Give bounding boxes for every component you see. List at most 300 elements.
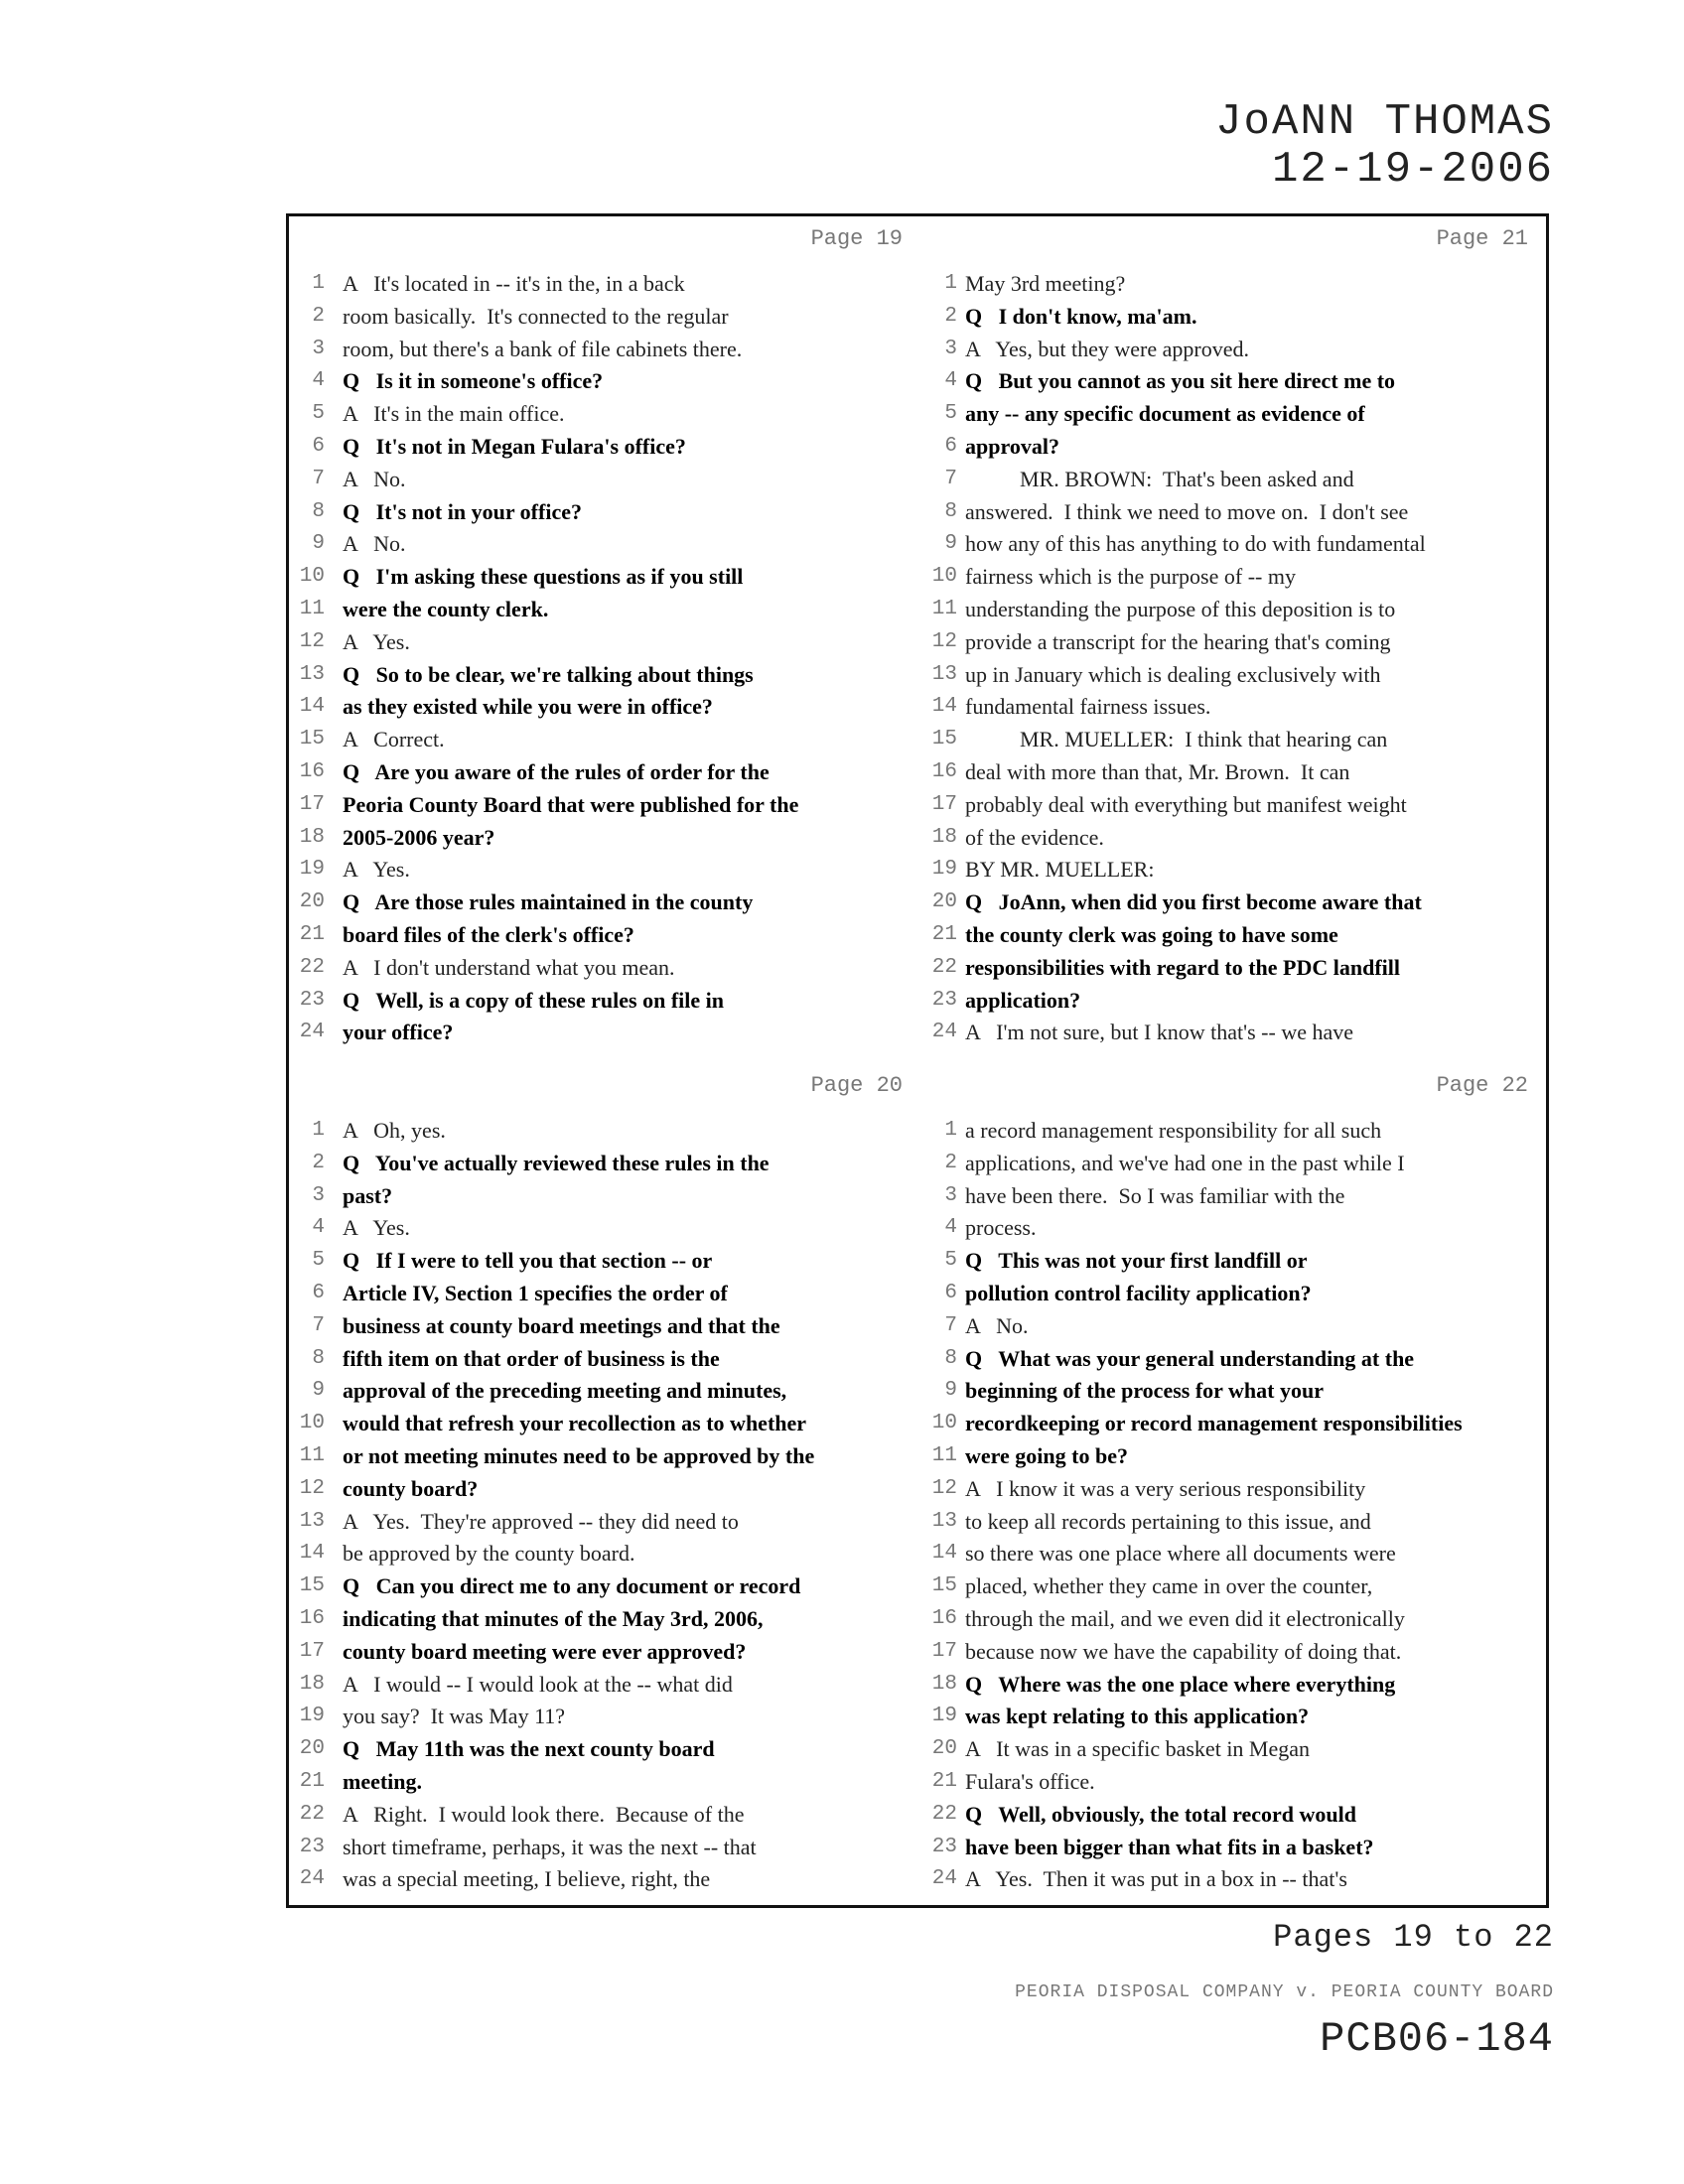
line-text: fundamental fairness issues. [965, 694, 1211, 720]
question-text: would that refresh your recollection as to whether [343, 1411, 807, 1436]
line-number: 2 [312, 304, 325, 328]
line-number: 6 [944, 434, 957, 458]
line-text: of the evidence. [965, 824, 1104, 850]
line-number: 2 [944, 304, 957, 328]
line-text: short timeframe, perhaps, it was the next -- that [343, 1834, 757, 1859]
transcript-line [289, 1343, 920, 1376]
transcript-line [289, 334, 920, 366]
transcript-line [921, 854, 1546, 887]
question-text: Q Is it in someone's office? [343, 368, 604, 394]
line-number: 13 [299, 662, 325, 686]
line-number: 14 [931, 1542, 957, 1566]
line-number: 23 [299, 988, 325, 1012]
line-number: 13 [931, 662, 957, 686]
page-lines [921, 1115, 1546, 1896]
line-text: fairness which is the purpose of -- my [965, 564, 1296, 590]
transcript-line [921, 1115, 1546, 1148]
question-text: business at county board meetings and that the [343, 1312, 780, 1338]
case-name: PEORIA DISPOSAL COMPANY v. PEORIA COUNTY BOARD [1015, 1982, 1554, 2002]
transcript-line [921, 1180, 1546, 1213]
question-text: Q Are you aware of the rules of order for the [343, 758, 770, 784]
question-text: Q Well, is a copy of these rules on file in [343, 987, 724, 1013]
question-text: were the county clerk. [343, 596, 549, 621]
line-number: 5 [312, 1249, 325, 1273]
answer-text: A Yes, but they were approved. [965, 336, 1249, 361]
transcript-line [289, 822, 920, 855]
line-number: 6 [312, 1281, 325, 1304]
line-text: MR. BROWN: That's been asked and [965, 466, 1354, 491]
line-text: you say? It was May 11? [343, 1704, 566, 1729]
line-number: 9 [944, 532, 957, 556]
question-text: Q You've actually reviewed these rules in the [343, 1150, 770, 1175]
line-text: process. [965, 1215, 1037, 1241]
answer-text: A It's located in -- it's in the, in a back [343, 271, 685, 296]
transcript-line [921, 1603, 1546, 1636]
line-number: 10 [299, 565, 325, 589]
question-text: Q If I were to tell you that section -- or [343, 1248, 713, 1274]
transcript-frame [286, 213, 1549, 1908]
transcript-line [921, 365, 1546, 398]
line-number: 23 [299, 1835, 325, 1858]
line-text: to keep all records pertaining to this issue, and [965, 1508, 1371, 1534]
page-22 [921, 1063, 1546, 1905]
line-text: how any of this has anything to do with fundamental [965, 531, 1426, 557]
question-text: as they existed while you were in office? [343, 694, 713, 720]
question-text: meeting. [343, 1768, 423, 1794]
transcript-line [289, 1603, 920, 1636]
line-text: have been there. So I was familiar with the [965, 1182, 1345, 1208]
question-text: or not meeting minutes need to be approved by the [343, 1442, 815, 1468]
question-text: responsibilities with regard to the PDC landfill [965, 954, 1400, 980]
transcript-line [289, 268, 920, 301]
line-number: 19 [299, 858, 325, 882]
line-number: 4 [944, 369, 957, 393]
line-text: up in January which is dealing exclusively with [965, 661, 1381, 687]
transcript-line [289, 1832, 920, 1864]
transcript-line [921, 1538, 1546, 1570]
transcript-line [921, 1473, 1546, 1506]
transcript-line [921, 919, 1546, 952]
line-number: 14 [299, 695, 325, 719]
question-text: Q It's not in Megan Fulara's office? [343, 433, 686, 459]
transcript-line [289, 1440, 920, 1473]
answer-text: A Yes. [343, 628, 410, 654]
page-title: Page 22 [1436, 1073, 1528, 1098]
line-number: 15 [299, 1574, 325, 1598]
page-lines [289, 268, 920, 1049]
question-text: fifth item on that order of business is the [343, 1345, 720, 1371]
question-text: Q May 11th was the next county board [343, 1736, 715, 1762]
transcript-line [289, 594, 920, 626]
answer-text: A I don't understand what you mean. [343, 954, 675, 980]
transcript-line [921, 334, 1546, 366]
transcript-line [289, 952, 920, 985]
question-text: beginning of the process for what your [965, 1378, 1324, 1404]
question-text: indicating that minutes of the May 3rd, 2006, [343, 1605, 764, 1631]
question-text: approval of the preceding meeting and minutes, [343, 1378, 787, 1404]
line-number: 8 [944, 1346, 957, 1370]
transcript-line [289, 1148, 920, 1180]
line-number: 24 [931, 1021, 957, 1044]
transcript-line [921, 1832, 1546, 1864]
line-text: Fulara's office. [965, 1768, 1095, 1794]
line-text: room, but there's a bank of file cabinets there. [343, 336, 743, 361]
answer-text: A Yes. [343, 1215, 410, 1241]
transcript-line [289, 1538, 920, 1570]
question-text: Peoria County Board that were published for the [343, 791, 799, 817]
transcript-line [289, 1669, 920, 1702]
line-number: 11 [931, 597, 957, 620]
line-text: be approved by the county board. [343, 1541, 635, 1567]
answer-text: A No. [965, 1312, 1029, 1338]
line-number: 13 [299, 1509, 325, 1533]
line-number: 8 [312, 1346, 325, 1370]
answer-text: A No. [343, 466, 406, 491]
line-number: 17 [931, 792, 957, 816]
line-number: 16 [931, 1606, 957, 1630]
line-number: 20 [299, 890, 325, 914]
line-number: 20 [299, 1737, 325, 1761]
transcript-line [921, 431, 1546, 464]
line-text: BY MR. MUELLER: [965, 857, 1155, 883]
line-text: placed, whether they came in over the counter, [965, 1573, 1373, 1599]
question-text: Q I'm asking these questions as if you still [343, 564, 744, 590]
transcript-line [921, 561, 1546, 594]
line-number: 18 [931, 1672, 957, 1696]
answer-text: A Yes. They're approved -- they did need to [343, 1508, 739, 1534]
transcript-line [289, 985, 920, 1018]
line-number: 20 [931, 1737, 957, 1761]
line-number: 18 [299, 1672, 325, 1696]
question-text: Q Can you direct me to any document or record [343, 1573, 801, 1599]
page-20 [289, 1063, 920, 1905]
line-number: 9 [944, 1379, 957, 1403]
line-text: because now we have the capability of doing that. [965, 1638, 1402, 1664]
line-number: 16 [931, 759, 957, 783]
transcript-line [921, 1017, 1546, 1049]
transcript-line [289, 1701, 920, 1733]
transcript-line [289, 1278, 920, 1310]
transcript-line [921, 1375, 1546, 1408]
line-number: 3 [312, 337, 325, 360]
line-number: 3 [944, 337, 957, 360]
line-number: 21 [931, 1769, 957, 1793]
transcript-line [289, 1506, 920, 1539]
transcript-line [289, 1180, 920, 1213]
line-text: answered. I think we need to move on. I don't see [965, 498, 1409, 524]
transcript-line [921, 1506, 1546, 1539]
line-number: 10 [931, 565, 957, 589]
pages-range: Pages 19 to 22 [1273, 1919, 1554, 1956]
transcript-line [921, 985, 1546, 1018]
question-text: past? [343, 1182, 393, 1208]
line-text: through the mail, and we even did it electronically [965, 1605, 1405, 1631]
line-number: 7 [944, 1313, 957, 1337]
line-number: 15 [931, 1574, 957, 1598]
line-number: 12 [931, 1476, 957, 1500]
line-number: 24 [299, 1021, 325, 1044]
line-number: 22 [931, 1802, 957, 1826]
question-text: Q But you cannot as you sit here direct me to [965, 368, 1396, 394]
line-number: 17 [931, 1639, 957, 1663]
transcript-line [921, 724, 1546, 756]
transcript-line [921, 1440, 1546, 1473]
transcript-line [921, 1408, 1546, 1440]
line-number: 12 [299, 1476, 325, 1500]
transcript-line [921, 822, 1546, 855]
transcript-line [921, 594, 1546, 626]
transcript-line [289, 528, 920, 561]
line-text: room basically. It's connected to the regular [343, 303, 729, 329]
transcript-line [289, 756, 920, 789]
line-number: 5 [312, 402, 325, 426]
question-text: approval? [965, 433, 1059, 459]
question-text: pollution control facility application? [965, 1280, 1312, 1305]
line-text: understanding the purpose of this deposition is to [965, 596, 1396, 621]
transcript-line [289, 1570, 920, 1603]
line-number: 7 [312, 1313, 325, 1337]
transcript-line [921, 789, 1546, 822]
answer-text: A I know it was a very serious responsibility [965, 1475, 1366, 1501]
line-number: 19 [931, 1705, 957, 1728]
answer-text: A It was in a specific basket in Megan [965, 1736, 1311, 1762]
line-number: 9 [312, 1379, 325, 1403]
question-text: Q I don't know, ma'am. [965, 303, 1197, 329]
transcript-line [921, 528, 1546, 561]
line-number: 3 [944, 1183, 957, 1207]
answer-text: A Right. I would look there. Because of the [343, 1801, 745, 1827]
transcript-line [921, 1310, 1546, 1343]
transcript-line [289, 626, 920, 659]
answer-text: A No. [343, 531, 406, 557]
line-number: 20 [931, 890, 957, 914]
transcript-line [289, 1115, 920, 1148]
line-number: 18 [299, 825, 325, 849]
transcript-line [289, 1245, 920, 1278]
line-number: 12 [931, 629, 957, 653]
transcript-line [289, 724, 920, 756]
line-text: applications, and we've had one in the past while I [965, 1150, 1405, 1175]
answer-text: A It's in the main office. [343, 401, 565, 427]
line-number: 11 [299, 1443, 325, 1467]
transcript-line [289, 919, 920, 952]
question-text: were going to be? [965, 1442, 1128, 1468]
transcript-line [289, 887, 920, 919]
transcript-line [921, 887, 1546, 919]
line-number: 2 [944, 1151, 957, 1174]
line-number: 1 [944, 1119, 957, 1142]
question-text: board files of the clerk's office? [343, 921, 634, 947]
transcript-line [921, 398, 1546, 431]
line-number: 15 [299, 728, 325, 751]
line-text: May 3rd meeting? [965, 271, 1126, 296]
question-text: have been bigger than what fits in a basket? [965, 1834, 1374, 1859]
question-text: county board? [343, 1475, 479, 1501]
line-number: 12 [299, 629, 325, 653]
page-title: Page 21 [1436, 226, 1528, 251]
question-text: any -- any specific document as evidence of [965, 401, 1365, 427]
line-number: 7 [944, 467, 957, 490]
line-number: 5 [944, 402, 957, 426]
transcript-line [921, 1570, 1546, 1603]
line-number: 23 [931, 988, 957, 1012]
question-text: recordkeeping or record management responsibilities [965, 1411, 1463, 1436]
transcript-line [921, 691, 1546, 724]
question-text: Q This was not your first landfill or [965, 1248, 1308, 1274]
line-number: 14 [299, 1542, 325, 1566]
transcript-line [921, 756, 1546, 789]
line-number: 23 [931, 1835, 957, 1858]
transcript-line [921, 1701, 1546, 1733]
page-title: Page 20 [810, 1073, 903, 1098]
line-number: 7 [312, 467, 325, 490]
line-number: 21 [931, 922, 957, 946]
transcript-line [289, 1310, 920, 1343]
line-number: 22 [299, 955, 325, 979]
transcript-line [921, 1733, 1546, 1766]
transcript-line [289, 301, 920, 334]
transcript-line [289, 1636, 920, 1669]
page-21 [921, 216, 1546, 1062]
line-number: 11 [299, 597, 325, 620]
transcript-line [921, 1863, 1546, 1896]
question-text: Q Where was the one place where everything [965, 1671, 1396, 1697]
question-text: Q JoAnn, when did you first become aware that [965, 889, 1422, 915]
transcript-line [921, 1343, 1546, 1376]
transcript-line [921, 1766, 1546, 1799]
transcript-line [289, 464, 920, 496]
transcript-line [289, 659, 920, 692]
line-number: 17 [299, 1639, 325, 1663]
question-text: Q Are those rules maintained in the county [343, 889, 754, 915]
line-number: 16 [299, 1606, 325, 1630]
question-text: the county clerk was going to have some [965, 921, 1338, 947]
transcript-line [289, 496, 920, 529]
answer-text: A Correct. [343, 727, 445, 752]
answer-text: A Yes. Then it was put in a box in -- that's [965, 1866, 1347, 1892]
witness-name: JoANN THOMAS [1215, 97, 1554, 147]
line-text: deal with more than that, Mr. Brown. It can [965, 758, 1350, 784]
transcript-line [921, 1148, 1546, 1180]
case-number: PCB06-184 [1320, 2015, 1554, 2063]
question-text: Article IV, Section 1 specifies the order of [343, 1280, 728, 1305]
line-number: 11 [931, 1443, 957, 1467]
transcript-line [921, 464, 1546, 496]
line-text: MR. MUELLER: I think that hearing can [965, 727, 1388, 752]
line-number: 22 [931, 955, 957, 979]
transcript-line [921, 496, 1546, 529]
line-number: 21 [299, 1769, 325, 1793]
answer-text: A I'm not sure, but I know that's -- we have [965, 1020, 1354, 1045]
transcript-line [289, 1375, 920, 1408]
transcript-line [289, 1733, 920, 1766]
line-number: 14 [931, 695, 957, 719]
answer-text: A I would -- I would look at the -- what did [343, 1671, 733, 1697]
deposition-date: 12-19-2006 [1271, 145, 1554, 195]
transcript-line [289, 1017, 920, 1049]
question-text: Q It's not in your office? [343, 498, 582, 524]
transcript-line [921, 626, 1546, 659]
page-lines [921, 268, 1546, 1049]
transcript-line [921, 1278, 1546, 1310]
line-number: 13 [931, 1509, 957, 1533]
question-text: county board meeting were ever approved? [343, 1638, 747, 1664]
line-number: 18 [931, 825, 957, 849]
transcript-line [289, 1212, 920, 1245]
line-number: 16 [299, 759, 325, 783]
line-number: 4 [944, 1216, 957, 1240]
question-text: 2005-2006 year? [343, 824, 495, 850]
transcript-line [921, 1799, 1546, 1832]
transcript-line [921, 268, 1546, 301]
answer-text: A Yes. [343, 857, 410, 883]
line-number: 24 [931, 1867, 957, 1891]
question-text: was kept relating to this application? [965, 1704, 1310, 1729]
line-number: 8 [312, 499, 325, 523]
transcript-line [921, 1636, 1546, 1669]
line-number: 1 [944, 272, 957, 295]
transcript-line [921, 1669, 1546, 1702]
transcript-line [289, 854, 920, 887]
question-text: Q So to be clear, we're talking about things [343, 661, 754, 687]
line-number: 17 [299, 792, 325, 816]
question-text: application? [965, 987, 1081, 1013]
transcript-line [289, 431, 920, 464]
transcript-line [289, 561, 920, 594]
line-number: 10 [299, 1412, 325, 1435]
transcript-line [289, 1799, 920, 1832]
transcript-line [289, 398, 920, 431]
transcript-line [289, 789, 920, 822]
page-lines [289, 1115, 920, 1896]
transcript-line [921, 952, 1546, 985]
page-title: Page 19 [810, 226, 903, 251]
line-number: 3 [312, 1183, 325, 1207]
question-text: Q Well, obviously, the total record would [965, 1801, 1356, 1827]
line-number: 19 [299, 1705, 325, 1728]
line-number: 24 [299, 1867, 325, 1891]
line-number: 9 [312, 532, 325, 556]
transcript-line [289, 691, 920, 724]
line-number: 1 [312, 272, 325, 295]
line-number: 21 [299, 922, 325, 946]
line-number: 2 [312, 1151, 325, 1174]
transcript-line [921, 1212, 1546, 1245]
line-text: a record management responsibility for all such [965, 1118, 1382, 1143]
line-number: 15 [931, 728, 957, 751]
line-number: 4 [312, 369, 325, 393]
question-text: Q What was your general understanding at the [965, 1345, 1415, 1371]
page-19 [289, 216, 920, 1062]
line-text: provide a transcript for the hearing that's coming [965, 628, 1391, 654]
transcript-line [289, 1766, 920, 1799]
line-number: 4 [312, 1216, 325, 1240]
transcript-line [289, 365, 920, 398]
transcript-line [921, 301, 1546, 334]
transcript-line [921, 659, 1546, 692]
transcript-line [289, 1473, 920, 1506]
line-number: 22 [299, 1802, 325, 1826]
transcript-line [289, 1863, 920, 1896]
answer-text: A Oh, yes. [343, 1118, 446, 1143]
line-text: so there was one place where all documents were [965, 1541, 1396, 1567]
line-number: 6 [312, 434, 325, 458]
line-number: 8 [944, 499, 957, 523]
line-text: probably deal with everything but manifest weight [965, 791, 1407, 817]
transcript-line [921, 1245, 1546, 1278]
line-text: was a special meeting, I believe, right, the [343, 1866, 711, 1892]
line-number: 1 [312, 1119, 325, 1142]
